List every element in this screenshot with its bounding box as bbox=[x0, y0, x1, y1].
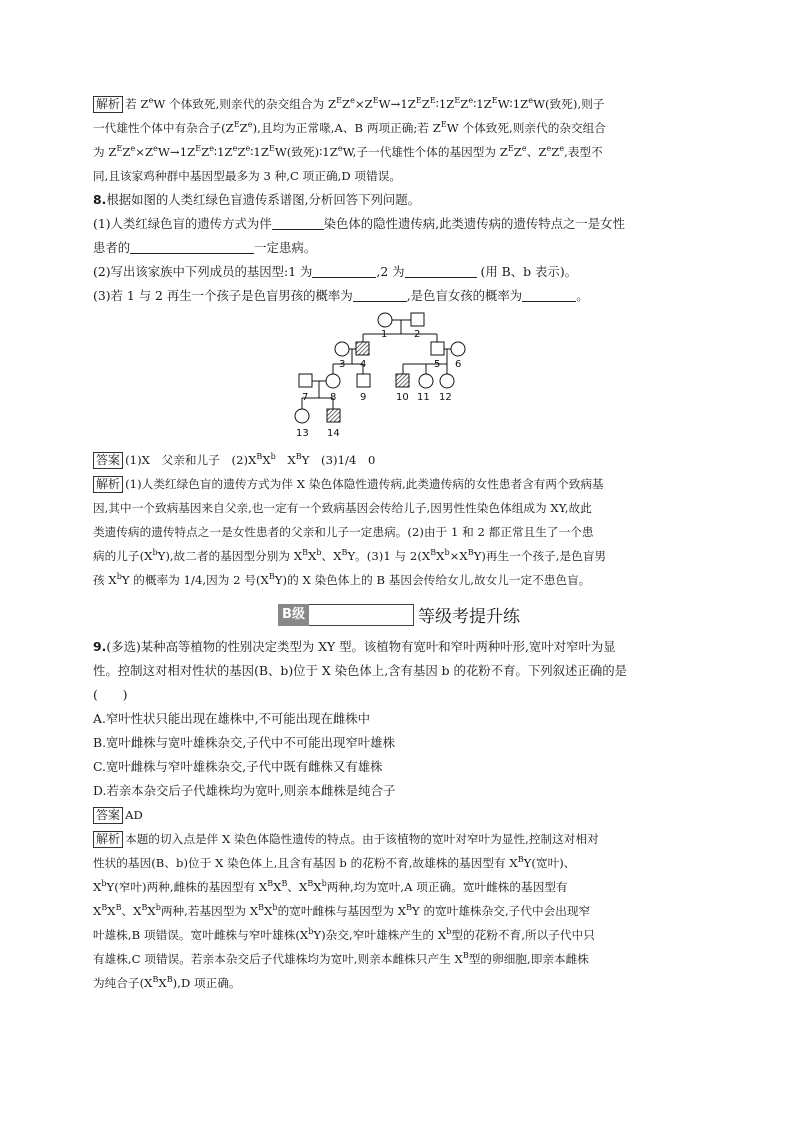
individual-13 bbox=[295, 409, 309, 423]
label-6: 6 bbox=[455, 359, 462, 370]
option-b[interactable]: B.宽叶雌株与宽叶雄株杂交,子代中不可能出现窄叶雄株 bbox=[93, 735, 395, 750]
label-4: 4 bbox=[360, 359, 367, 370]
page-content bbox=[93, 92, 705, 995]
blank-4[interactable] bbox=[405, 263, 477, 278]
analysis-tag: 解析 bbox=[93, 476, 123, 493]
blank-5[interactable] bbox=[353, 287, 407, 302]
individual-6 bbox=[451, 342, 465, 356]
blank-6[interactable] bbox=[522, 287, 576, 302]
option-a[interactable]: A.窄叶性状只能出现在雄株中,不可能出现在雌株中 bbox=[93, 711, 371, 726]
analysis-tag: 解析 bbox=[93, 831, 123, 848]
label-2: 2 bbox=[414, 329, 421, 340]
analysis-tag: 解析 bbox=[93, 96, 123, 113]
label-13: 13 bbox=[296, 428, 309, 439]
label-1: 1 bbox=[381, 329, 388, 340]
blank-1[interactable] bbox=[272, 215, 324, 230]
option-d[interactable]: D.若亲本杂交后子代雄株均为宽叶,则亲本雌株是纯合子 bbox=[93, 783, 396, 798]
answer-tag: 答案 bbox=[93, 807, 123, 824]
label-10: 10 bbox=[396, 392, 409, 403]
q9-answer: 答案 AD bbox=[93, 803, 705, 827]
q9-analysis: 解析 本题的切入点是伴 X 染色体隐性遗传的特点。由于该植物的宽叶对窄叶为显性,控制这对相对 性状的基因(B、b)位于 X 染色体上,且含有基因 b 的花粉不育,故雄株的基因型有 $X^BY$(宽叶)、 $X^bY$(窄叶)两种,雌株的基因型有 $X^BX^B$、$X^BX^b$两种,均为宽叶,A 项正确。宽叶雌株的基因型有 $X^BX^B$、$X^BX^b$两种,若基因型为 $X^BX^b$的宽叶雌株与基因型为 $X^BY$ 的宽叶雄株杂交,子代中会出现窄 叶雄株,B 项错误。宽叶雌株与窄叶雄株$(X^bY)$杂交,窄叶雄株产生的 $X^b$型的花粉不育,所以子代中只 有雄株,C 项错误。若亲本杂交后子代雄株均为宽叶,则亲本雌株只产生 $X^B$型的卵细胞,即亲本雌株 为纯合子$(X^BX^B),D$ 项正确。 bbox=[93, 832, 599, 990]
q8-analysis: 解析 (1)人类红绿色盲的遗传方式为伴 X 染色体隐性遗传病,此类遗传病的女性患者含有两个致病基 因,其中一个致病基因来自父亲,也一定有一个致病基因会传给儿子,因男性性染色体组成为 XY,故此 类遗传病的遗传特点之一是女性患者的父亲和儿子一定患病。(2)由于 1 和 2 都正常且生了一个患 病的儿子$(X^bY)$,故二者的基因型分别为 $X^BX^b$、$X^BY$。(3)1 与 $2(X^BX^b\times X^BY)$再生一个孩子,是色盲男 孩 $X^bY$ 的概率为 1/4,因为 2 号$(X^BY)$的 X 染色体上的 B 基因会传给女儿,故女儿一定不患色盲。 bbox=[93, 477, 607, 587]
individual-7 bbox=[299, 374, 312, 387]
q8-answer: 答案 (1)X 父亲和儿子 $(2)X^BX^b$ $X^BY$ (3)1/4 0 bbox=[93, 448, 705, 472]
individual-10 bbox=[396, 374, 409, 387]
level-box bbox=[309, 604, 414, 626]
q9-stem: 9.(多选)某种高等植物的性别决定类型为 XY 型。该植物有宽叶和窄叶两种叶形,宽叶对窄叶为显 性。控制这对相对性状的基因(B、b)位于 X 染色体上,含有基因 b 的花粉不育。下列叙述正确的是 ( ) bbox=[93, 639, 627, 702]
answer-tag: 答案 bbox=[93, 452, 123, 469]
individual-3 bbox=[335, 342, 349, 356]
label-12: 12 bbox=[439, 392, 452, 403]
label-7: 7 bbox=[302, 392, 309, 403]
level-banner bbox=[93, 602, 705, 627]
label-11: 11 bbox=[417, 392, 430, 403]
individual-4 bbox=[356, 342, 369, 355]
label-5: 5 bbox=[434, 359, 441, 370]
pedigree-chart bbox=[296, 312, 499, 446]
blank-3[interactable] bbox=[312, 263, 376, 278]
label-14: 14 bbox=[327, 428, 340, 439]
level-title: 等级考提升练 bbox=[417, 607, 520, 627]
q7-analysis: 解析 若 $Z^eW$ 个体致死,则亲代的杂交组合为 $Z^EZ^e\times Z^EW\to 1Z^EZ^E∶1Z^EZ^e∶1Z^EW∶1Z^eW$(致死),则子 一代雄性个体中有杂合子$(Z^EZ^e)$,且均为正常喙,A、B 两项正确;若 $Z^EW$ 个体致死,则亲代的杂交组合 为 $Z^EZ^e\times Z^eW\to 1Z^EZ^e∶1Z^eZ^e∶1Z^EW$(致死)$∶1Z^eW$,子一代雄性个体的基因型为 $Z^EZ^e$、$Z^eZ^e$,表型不 同,且该家鸡种群中基因型最多为 3 种,C 项正确,D 项错误。 bbox=[93, 96, 606, 183]
individual-8 bbox=[326, 374, 340, 388]
option-c[interactable]: C.宽叶雌株与窄叶雄株杂交,子代中既有雌株又有雄株 bbox=[93, 759, 383, 774]
individual-14 bbox=[327, 409, 340, 422]
individual-2 bbox=[411, 313, 424, 326]
label-3: 3 bbox=[339, 359, 346, 370]
level-badge: B级 bbox=[278, 604, 309, 626]
individual-1 bbox=[378, 313, 392, 327]
label-9: 9 bbox=[360, 392, 367, 403]
label-8: 8 bbox=[330, 392, 337, 403]
individual-9 bbox=[357, 374, 370, 387]
blank-2[interactable] bbox=[130, 239, 254, 254]
q8-stem: 8.根据如图的人类红绿色盲遗传系谱图,分析回答下列问题。 (1)人类红绿色盲的遗传方式为伴 染色体的隐性遗传病,此类遗传病的遗传特点之一是女性 患者的 一定患病。 (2)写出该家族中下列成员的基因型:1 为 ,2 为 (用 B、b 表示)。 (3)若 1 与 2 再生一个孩子是色盲男孩的概率为 ,是色盲女孩的概率为 。 bbox=[93, 192, 625, 303]
individual-5 bbox=[431, 342, 444, 355]
individual-12 bbox=[440, 374, 454, 388]
individual-11 bbox=[419, 374, 433, 388]
